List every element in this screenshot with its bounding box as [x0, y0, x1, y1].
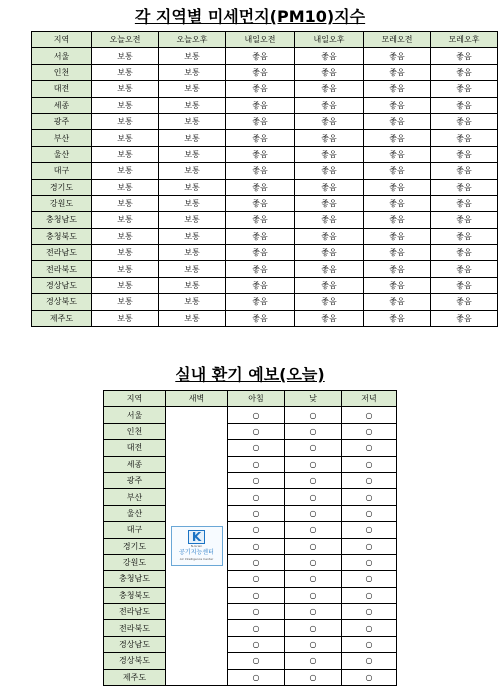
region-cell: 인천	[32, 64, 92, 80]
region-cell: 울산	[32, 146, 92, 162]
grade-cell: 좋음	[364, 64, 431, 80]
region-cell: 강원도	[104, 554, 166, 570]
vent-mark-cell: ○	[342, 554, 397, 570]
pm-title: 각 지역별 미세먼지(PM10)지수	[134, 7, 366, 26]
vent-title: 실내 환기 예보(오늘)	[175, 365, 325, 384]
air-center-logo: K N-Grain 공기지능센터 Air Intelligence Center	[171, 526, 223, 566]
grade-cell: 보통	[159, 48, 226, 64]
column-header: 오늘오전	[92, 32, 159, 48]
grade-cell: 보통	[159, 294, 226, 310]
grade-cell: 좋음	[431, 113, 498, 129]
region-cell: 서울	[104, 407, 166, 423]
table-row	[32, 81, 498, 97]
grade-cell: 보통	[159, 245, 226, 261]
grade-cell: 좋음	[226, 277, 295, 293]
table-row	[32, 64, 498, 80]
region-cell: 세종	[104, 456, 166, 472]
column-header: 내일오후	[295, 32, 364, 48]
vent-mark-cell: ○	[342, 440, 397, 456]
region-cell: 전라남도	[104, 604, 166, 620]
grade-cell: 좋음	[431, 310, 498, 326]
grade-cell: 좋음	[364, 245, 431, 261]
column-header: 모레오전	[364, 32, 431, 48]
grade-cell: 보통	[92, 81, 159, 97]
grade-cell: 좋음	[431, 228, 498, 244]
table-row	[32, 195, 498, 211]
grade-cell: 좋음	[431, 195, 498, 211]
grade-cell: 보통	[159, 195, 226, 211]
vent-mark-cell: ○	[228, 522, 285, 538]
region-cell: 울산	[104, 505, 166, 521]
grade-cell: 좋음	[295, 245, 364, 261]
region-cell: 경상남도	[32, 277, 92, 293]
grade-cell: 좋음	[364, 81, 431, 97]
grade-cell: 좋음	[431, 212, 498, 228]
column-header: 내일오전	[226, 32, 295, 48]
grade-cell: 보통	[92, 310, 159, 326]
vent-mark-cell: ○	[285, 571, 342, 587]
region-cell: 인천	[104, 423, 166, 439]
grade-cell: 좋음	[226, 179, 295, 195]
region-cell: 서울	[32, 48, 92, 64]
grade-cell: 좋음	[226, 48, 295, 64]
region-cell: 경상남도	[104, 636, 166, 652]
vent-mark-cell: ○	[228, 407, 285, 423]
grade-cell: 보통	[92, 228, 159, 244]
vent-mark-cell: ○	[342, 407, 397, 423]
vent-mark-cell: ○	[228, 456, 285, 472]
grade-cell: 좋음	[226, 64, 295, 80]
grade-cell: 좋음	[295, 146, 364, 162]
region-cell: 강원도	[32, 195, 92, 211]
grade-cell: 좋음	[364, 146, 431, 162]
vent-mark-cell: ○	[285, 489, 342, 505]
grade-cell: 좋음	[295, 228, 364, 244]
grade-cell: 좋음	[431, 294, 498, 310]
region-cell: 전라남도	[32, 245, 92, 261]
table-row	[32, 113, 498, 129]
grade-cell: 보통	[92, 277, 159, 293]
grade-cell: 좋음	[431, 277, 498, 293]
table-row	[104, 407, 397, 423]
grade-cell: 좋음	[295, 97, 364, 113]
table-row	[32, 179, 498, 195]
grade-cell: 보통	[159, 64, 226, 80]
table-row	[32, 228, 498, 244]
grade-cell: 보통	[92, 113, 159, 129]
table-row	[32, 163, 498, 179]
grade-cell: 좋음	[364, 294, 431, 310]
grade-cell: 좋음	[364, 310, 431, 326]
region-cell: 경기도	[32, 179, 92, 195]
vent-mark-cell: ○	[228, 604, 285, 620]
grade-cell: 보통	[159, 212, 226, 228]
vent-mark-cell: ○	[228, 653, 285, 669]
vent-mark-cell: ○	[342, 522, 397, 538]
vent-mark-cell: ○	[228, 505, 285, 521]
vent-mark-cell: ○	[342, 456, 397, 472]
grade-cell: 좋음	[431, 130, 498, 146]
vent-mark-cell: ○	[285, 472, 342, 488]
table-row	[104, 554, 397, 570]
table-row	[104, 472, 397, 488]
vent-mark-cell: ○	[285, 407, 342, 423]
vent-mark-cell: ○	[342, 423, 397, 439]
vent-mark-cell: ○	[285, 669, 342, 685]
table-row	[104, 636, 397, 652]
grade-cell: 보통	[159, 261, 226, 277]
region-cell: 대전	[32, 81, 92, 97]
grade-cell: 좋음	[295, 48, 364, 64]
grade-cell: 좋음	[295, 64, 364, 80]
table-row	[32, 146, 498, 162]
vent-mark-cell: ○	[342, 653, 397, 669]
grade-cell: 좋음	[295, 163, 364, 179]
region-cell: 세종	[32, 97, 92, 113]
grade-cell: 좋음	[431, 261, 498, 277]
grade-cell: 좋음	[364, 130, 431, 146]
table-row	[104, 587, 397, 603]
vent-mark-cell: ○	[342, 636, 397, 652]
grade-cell: 좋음	[295, 212, 364, 228]
grade-cell: 좋음	[295, 179, 364, 195]
region-cell: 대전	[104, 440, 166, 456]
table-row	[32, 261, 498, 277]
grade-cell: 좋음	[226, 310, 295, 326]
table-row	[32, 245, 498, 261]
vent-mark-cell: ○	[342, 604, 397, 620]
column-header: 지역	[32, 32, 92, 48]
grade-cell: 보통	[159, 310, 226, 326]
region-cell: 충청남도	[32, 212, 92, 228]
grade-cell: 좋음	[226, 195, 295, 211]
grade-cell: 좋음	[364, 277, 431, 293]
vent-mark-cell: ○	[342, 538, 397, 554]
grade-cell: 보통	[159, 81, 226, 97]
vent-mark-cell: ○	[228, 571, 285, 587]
vent-mark-cell: ○	[285, 636, 342, 652]
vent-mark-cell: ○	[342, 620, 397, 636]
vent-mark-cell: ○	[285, 440, 342, 456]
region-cell: 부산	[32, 130, 92, 146]
grade-cell: 좋음	[295, 310, 364, 326]
grade-cell: 좋음	[431, 245, 498, 261]
ventilation-table	[103, 390, 397, 686]
vent-mark-cell: ○	[228, 440, 285, 456]
table-row	[32, 277, 498, 293]
grade-cell: 좋음	[431, 48, 498, 64]
grade-cell: 좋음	[431, 163, 498, 179]
grade-cell: 좋음	[431, 146, 498, 162]
table-row	[32, 48, 498, 64]
grade-cell: 좋음	[226, 163, 295, 179]
region-cell: 경상북도	[32, 294, 92, 310]
grade-cell: 보통	[92, 146, 159, 162]
vent-mark-cell: ○	[342, 489, 397, 505]
grade-cell: 좋음	[431, 64, 498, 80]
grade-cell: 좋음	[364, 228, 431, 244]
region-cell: 광주	[32, 113, 92, 129]
grade-cell: 보통	[92, 163, 159, 179]
grade-cell: 보통	[159, 146, 226, 162]
table-row	[32, 97, 498, 113]
grade-cell: 좋음	[364, 261, 431, 277]
vent-mark-cell: ○	[228, 636, 285, 652]
grade-cell: 보통	[92, 64, 159, 80]
table-row	[104, 604, 397, 620]
vent-mark-cell: ○	[285, 505, 342, 521]
vent-mark-cell: ○	[228, 423, 285, 439]
grade-cell: 좋음	[226, 245, 295, 261]
grade-cell: 좋음	[364, 48, 431, 64]
grade-cell: 좋음	[364, 113, 431, 129]
region-cell: 경기도	[104, 538, 166, 554]
grade-cell: 좋음	[364, 163, 431, 179]
column-header: 저녁	[342, 391, 397, 407]
grade-cell: 좋음	[226, 261, 295, 277]
grade-cell: 좋음	[226, 228, 295, 244]
grade-cell: 좋음	[226, 97, 295, 113]
vent-mark-cell: ○	[228, 538, 285, 554]
region-cell: 광주	[104, 472, 166, 488]
grade-cell: 보통	[92, 48, 159, 64]
grade-cell: 보통	[159, 179, 226, 195]
table-row	[32, 130, 498, 146]
vent-mark-cell: ○	[285, 456, 342, 472]
table-row	[104, 456, 397, 472]
grade-cell: 좋음	[295, 113, 364, 129]
vent-mark-cell: ○	[342, 472, 397, 488]
grade-cell: 좋음	[364, 97, 431, 113]
grade-cell: 좋음	[295, 195, 364, 211]
grade-cell: 보통	[159, 163, 226, 179]
region-cell: 경상북도	[104, 653, 166, 669]
vent-mark-cell: ○	[285, 538, 342, 554]
vent-mark-cell: ○	[285, 423, 342, 439]
grade-cell: 좋음	[431, 179, 498, 195]
region-cell: 충청북도	[104, 587, 166, 603]
vent-mark-cell: ○	[228, 669, 285, 685]
grade-cell: 좋음	[226, 146, 295, 162]
grade-cell: 좋음	[431, 81, 498, 97]
region-cell: 전라북도	[104, 620, 166, 636]
region-cell: 대구	[104, 522, 166, 538]
column-header: 아침	[228, 391, 285, 407]
grade-cell: 좋음	[226, 294, 295, 310]
grade-cell: 좋음	[364, 195, 431, 211]
vent-mark-cell: ○	[228, 620, 285, 636]
grade-cell: 보통	[92, 97, 159, 113]
vent-mark-cell: ○	[285, 522, 342, 538]
table-row	[104, 522, 397, 538]
table-row	[104, 505, 397, 521]
grade-cell: 보통	[159, 113, 226, 129]
region-cell: 전라북도	[32, 261, 92, 277]
table-row	[104, 620, 397, 636]
vent-mark-cell: ○	[228, 554, 285, 570]
grade-cell: 보통	[92, 261, 159, 277]
grade-cell: 좋음	[295, 261, 364, 277]
grade-cell: 보통	[92, 212, 159, 228]
dawn-merged-cell	[166, 407, 228, 686]
grade-cell: 보통	[159, 228, 226, 244]
vent-mark-cell: ○	[228, 587, 285, 603]
vent-mark-cell: ○	[285, 604, 342, 620]
grade-cell: 좋음	[431, 97, 498, 113]
grade-cell: 보통	[159, 277, 226, 293]
table-row	[104, 669, 397, 685]
region-cell: 충청남도	[104, 571, 166, 587]
vent-mark-cell: ○	[285, 620, 342, 636]
pm-header-row	[32, 32, 498, 48]
grade-cell: 좋음	[226, 113, 295, 129]
vent-mark-cell: ○	[342, 669, 397, 685]
grade-cell: 좋음	[295, 277, 364, 293]
column-header: 모레오후	[431, 32, 498, 48]
grade-cell: 좋음	[295, 294, 364, 310]
region-cell: 부산	[104, 489, 166, 505]
grade-cell: 보통	[92, 130, 159, 146]
region-cell: 제주도	[104, 669, 166, 685]
grade-cell: 좋음	[295, 81, 364, 97]
vent-mark-cell: ○	[285, 587, 342, 603]
grade-cell: 보통	[92, 245, 159, 261]
vent-mark-cell: ○	[342, 571, 397, 587]
vent-header-row	[104, 391, 397, 407]
table-row	[104, 423, 397, 439]
grade-cell: 좋음	[226, 81, 295, 97]
region-cell: 제주도	[32, 310, 92, 326]
table-row	[104, 653, 397, 669]
vent-mark-cell: ○	[285, 653, 342, 669]
vent-mark-cell: ○	[285, 554, 342, 570]
vent-mark-cell: ○	[228, 489, 285, 505]
grade-cell: 좋음	[364, 179, 431, 195]
vent-mark-cell: ○	[342, 587, 397, 603]
column-header: 새벽	[166, 391, 228, 407]
table-row	[104, 489, 397, 505]
vent-mark-cell: ○	[228, 472, 285, 488]
grade-cell: 보통	[92, 195, 159, 211]
grade-cell: 좋음	[364, 212, 431, 228]
grade-cell: 보통	[159, 130, 226, 146]
table-row	[104, 440, 397, 456]
region-cell: 대구	[32, 163, 92, 179]
column-header: 오늘오후	[159, 32, 226, 48]
pm10-table	[31, 31, 498, 327]
table-row	[32, 310, 498, 326]
grade-cell: 보통	[92, 179, 159, 195]
grade-cell: 보통	[92, 294, 159, 310]
table-row	[104, 538, 397, 554]
vent-mark-cell: ○	[342, 505, 397, 521]
column-header: 낮	[285, 391, 342, 407]
grade-cell: 좋음	[226, 212, 295, 228]
table-row	[104, 571, 397, 587]
grade-cell: 좋음	[226, 130, 295, 146]
table-row	[32, 212, 498, 228]
grade-cell: 보통	[159, 97, 226, 113]
region-cell: 충청북도	[32, 228, 92, 244]
table-row	[32, 294, 498, 310]
column-header: 지역	[104, 391, 166, 407]
grade-cell: 좋음	[295, 130, 364, 146]
